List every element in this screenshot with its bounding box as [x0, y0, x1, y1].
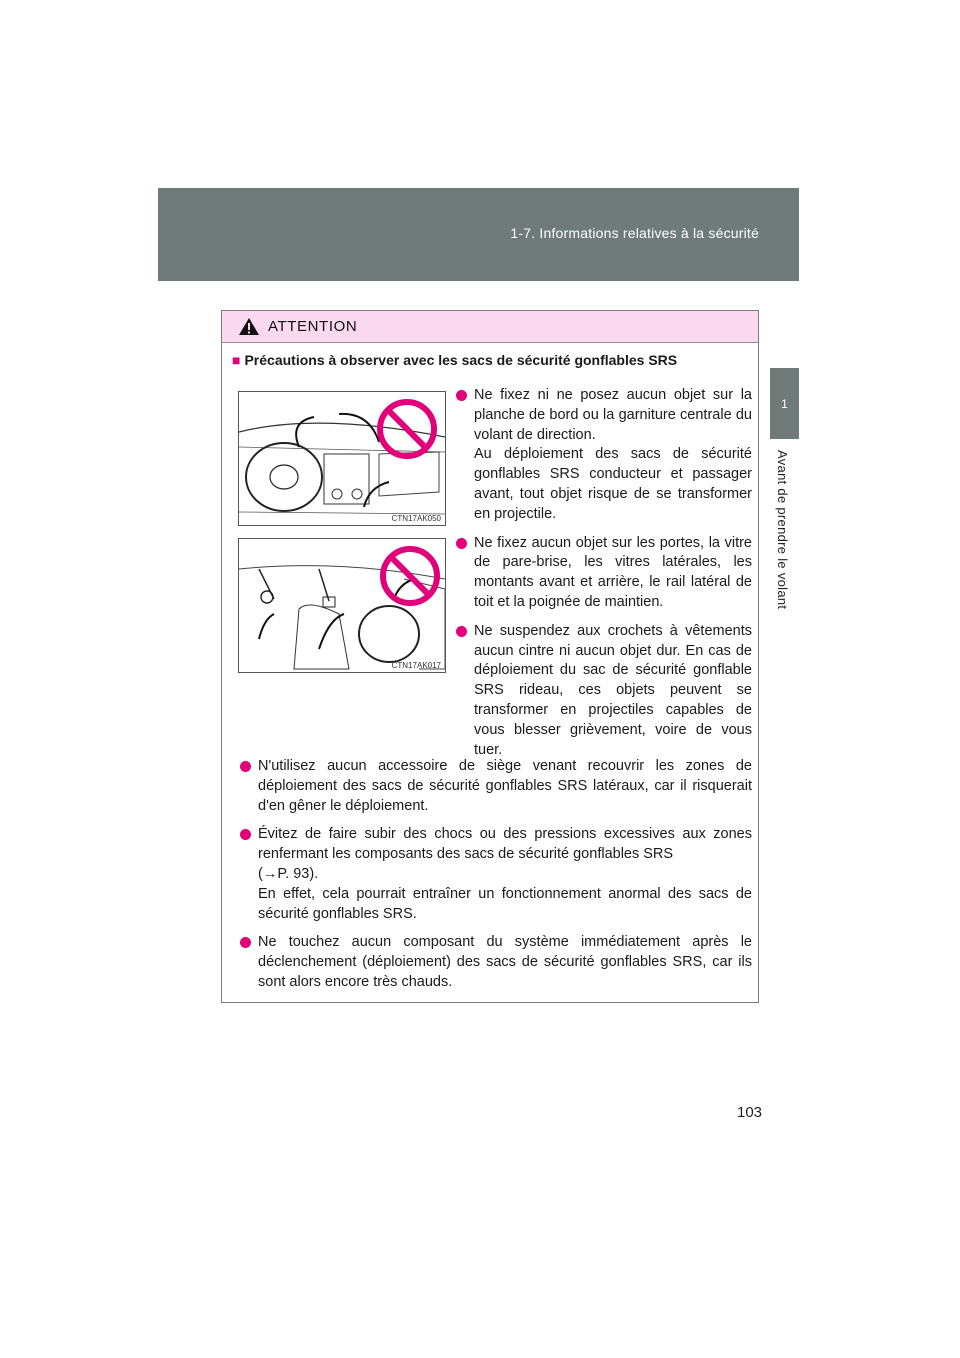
bullet-text: Évitez de faire subir des chocs ou des pressions excessives aux zones renfermant les composants des sacs de sécurité gonflables SRS — [258, 826, 752, 863]
section-header: 1-7. Informations relatives à la sécurité — [510, 225, 759, 241]
warning-title: ATTENTION — [268, 318, 358, 335]
bullet-text: Ne touchez aucun composant du système immédiatement après le déclenchement (déploiement) des sacs de sécurité gonflables SRS, car ils sont alors encore très chauds. — [258, 934, 752, 990]
page-reference: (→P. 93). — [258, 865, 319, 882]
figure-interior — [238, 538, 446, 673]
bullet-text: Ne fixez aucun objet sur les portes, la vitre de pare-brise, les vitres latérales, les montants avant et arrière, le rail latéral de toit et la poignée de maintien. — [474, 534, 752, 610]
bullet-item — [240, 825, 752, 924]
bullet-text: N'utilisez aucun accessoire de siège venant recouvrir les zones de déploiement des sacs de sécurité gonflables SRS latéraux, car il risquerait d'en gêner le déploiement. — [258, 758, 752, 814]
square-bullet-icon: ■ — [232, 352, 241, 368]
chapter-title: Avant de prendre le volant — [775, 450, 790, 610]
figure-code: CTN17AK050 — [391, 514, 441, 523]
bullet-dot-icon — [456, 626, 467, 637]
bullet-text: Ne suspendez aux crochets à vêtements aucun cintre ni aucun objet dur. En cas de déploiement du sac de sécurité gonflable SRS rideau, ces objets peuvent se transformer en projectiles capables de vous blesser grièvement, voire de vous tuer. — [474, 622, 752, 758]
bullet-item — [240, 757, 752, 816]
warning-header — [222, 311, 758, 343]
bullet-list-bottom — [240, 757, 752, 1002]
side-tab-top — [770, 188, 799, 281]
section-title-text: Précautions à observer avec les sacs de sécurité gonflables SRS — [244, 352, 678, 368]
bullet-item — [456, 534, 752, 613]
no-entry-icon — [376, 398, 438, 460]
bullet-item — [456, 386, 752, 525]
header-band — [158, 188, 799, 281]
figure-code: CTN17AK017 — [391, 661, 441, 670]
page-number: 103 — [737, 1104, 763, 1121]
bullet-list-right — [456, 386, 752, 769]
bullet-dot-icon — [456, 390, 467, 401]
figure-dashboard — [238, 391, 446, 526]
warning-triangle-icon — [238, 317, 260, 336]
bullet-dot-icon — [240, 937, 251, 948]
section-title — [232, 352, 677, 368]
bullet-dot-icon — [456, 538, 467, 549]
warning-box — [221, 310, 759, 1003]
bullet-continuation: En effet, cela pourrait entraîner un fonctionnement anormal des sacs de sécurité gonflables SRS. — [258, 885, 752, 922]
bullet-item — [240, 933, 752, 992]
no-entry-icon — [379, 545, 441, 607]
bullet-item — [456, 622, 752, 761]
bullet-text: Ne fixez ni ne posez aucun objet sur la planche de bord ou la garniture centrale du volant de direction. — [474, 387, 752, 443]
bullet-dot-icon — [240, 829, 251, 840]
bullet-dot-icon — [240, 761, 251, 772]
chapter-number: 1 — [770, 368, 799, 439]
bullet-continuation: Au déploiement des sacs de sécurité gonflables SRS conducteur et passager avant, tout objet risque de se transformer en projectile. — [474, 446, 752, 522]
